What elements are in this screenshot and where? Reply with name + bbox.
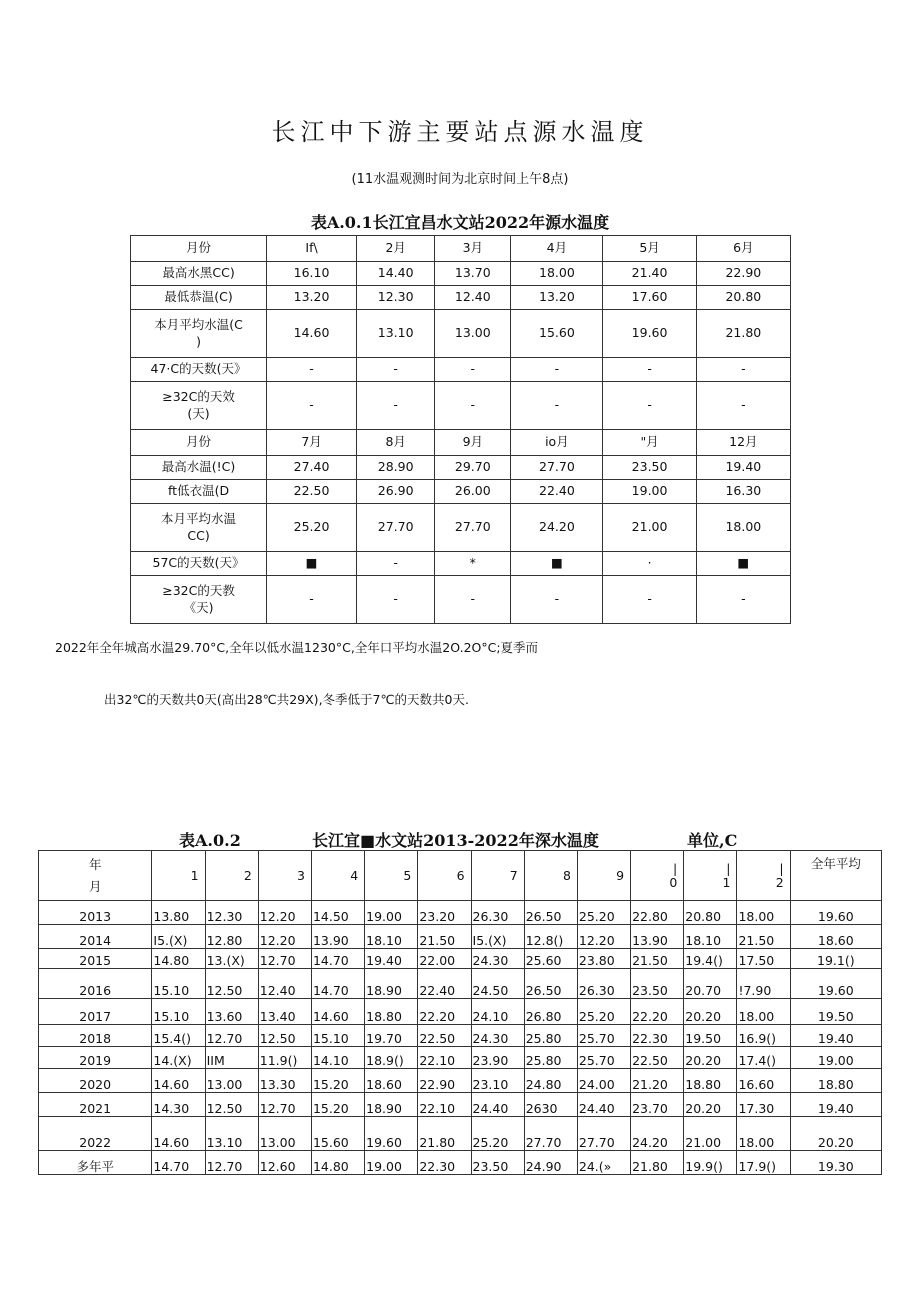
table2-cell: IIM [205,1047,258,1069]
table1-cell: 21.40 [603,262,696,286]
table2-cell: 13.90 [311,925,364,949]
table2-cell: 20.70 [684,969,737,999]
table1-cell: 19.60 [603,310,696,358]
document-title: 长江中下游主要站点源水温度 [271,118,649,146]
table2-cell: 21.50 [737,925,790,949]
table2-cell: 25.80 [524,1047,577,1069]
table1-month-header: If\ [267,236,357,262]
table2-avg-cell: 18.80 [790,1069,881,1093]
table2-cell: 12.50 [205,969,258,999]
table1-cell: 16.30 [696,480,790,504]
table2-cell: 14.80 [152,949,205,969]
table2-cell: 24.80 [524,1069,577,1093]
table2-cell: 27.70 [524,1117,577,1151]
table1-row [131,552,791,576]
table1-row [131,456,791,480]
table2-cell: 13.90 [631,925,684,949]
table2-row [39,1047,882,1069]
table1-cell: ■ [696,552,790,576]
table2-cell: 17.9() [737,1151,790,1175]
table1-cell: 13.20 [267,286,357,310]
table2-month-header: | 0 [631,851,684,901]
table2-cell: 12.70 [258,949,311,969]
table2-cell: 25.20 [471,1117,524,1151]
table2-cell: I5.(X) [471,925,524,949]
table2-cell: 23.10 [471,1069,524,1093]
table2-cell: 25.70 [577,1047,630,1069]
table2-cell: 12.50 [258,1025,311,1047]
table1-cell: - [696,382,790,430]
table2-cell: 13.00 [258,1117,311,1151]
table1-month-header: 4月 [511,236,603,262]
table2-avg-cell: 18.60 [790,925,881,949]
table1-cell: 12.30 [357,286,435,310]
table1-cell: 27.70 [511,456,603,480]
table2-cell: 14.60 [311,999,364,1025]
table2-cell: 17.30 [737,1093,790,1117]
table2-cell: 22.30 [418,1151,471,1175]
table2-row [39,1117,882,1151]
table2-cell: 14.(X) [152,1047,205,1069]
table1-month-header: 5月 [603,236,696,262]
table1-cell: ■ [511,552,603,576]
table2-cell: 27.70 [577,1117,630,1151]
table1-cell: 15.60 [511,310,603,358]
table1-cell: 19.00 [603,480,696,504]
table1-cell: 24.20 [511,504,603,552]
table1-cell: 12.40 [435,286,511,310]
summary-line-1: 2022年全年城高水温29.70°C,全年以低水温1230°C,全年口平均水温2O.2O°C;夏季而 [55,640,539,655]
table2-cell: 14.60 [152,1117,205,1151]
summary-line-2: 出32℃的天数共0天(高出28℃共29X),冬季低于7℃的天数共0天. [104,692,469,707]
table2-cell: 18.00 [737,1117,790,1151]
table1-cell: 23.50 [603,456,696,480]
table2-cell: 15.4() [152,1025,205,1047]
table2-caption-unit: 单位,C [687,831,738,850]
table2-row [39,1093,882,1117]
table2-cell: 24.40 [471,1093,524,1117]
table2-month-header: 7 [471,851,524,901]
table2-cell: 26.50 [524,901,577,925]
table1-cell: - [603,358,696,382]
table1-cell: - [267,382,357,430]
table1-row [131,430,791,456]
table2-cell: 13.40 [258,999,311,1025]
table1-row-label: 最低恭温(C) [131,286,267,310]
table1-cell: - [267,358,357,382]
table2-avg-cell: 19.60 [790,969,881,999]
table2-cell: 22.40 [418,969,471,999]
table2-caption-label: 表A.0.2 [179,831,241,850]
table2-year-cell: 2022 [39,1117,152,1151]
table1-cell: 13.70 [435,262,511,286]
table1-cell: - [511,358,603,382]
table2-cell: 21.00 [684,1117,737,1151]
table2-cell: 12.40 [258,969,311,999]
table2-cell: 15.10 [152,969,205,999]
table1-month-header: 12月 [696,430,790,456]
table2-cell: 12.8() [524,925,577,949]
table1-cell: 17.60 [603,286,696,310]
table1-row-label: 最高水温(!C) [131,456,267,480]
table1-cell: - [435,358,511,382]
table1-cell: 27.70 [357,504,435,552]
table2-cell: 23.20 [418,901,471,925]
table1-cell: - [357,552,435,576]
table2-month-header: 4 [311,851,364,901]
table1-row-label: ≥32C的天教 《天) [131,576,267,624]
table2-cell: 14.70 [152,1151,205,1175]
table2-cell: 19.60 [365,1117,418,1151]
table2-cell: 24.10 [471,999,524,1025]
table2-cell: 25.80 [524,1025,577,1047]
table2-cell: 14.80 [311,1151,364,1175]
table2-cell: 22.00 [418,949,471,969]
table1-row [131,576,791,624]
table2-cell: 2630 [524,1093,577,1117]
table2-month-header: 2 [205,851,258,901]
table2-cell: 20.20 [684,999,737,1025]
table2-cell: 19.40 [365,949,418,969]
table2-cell: 18.00 [737,901,790,925]
table2-cell: 25.60 [524,949,577,969]
table2-cell: 13.00 [205,1069,258,1093]
table2-cell: 13.80 [152,901,205,925]
table2-cell: 15.10 [311,1025,364,1047]
document-subtitle: (11水温观测时间为北京时间上午8点) [351,172,569,187]
table1-row-label: 47·C的天数(天》 [131,358,267,382]
table2-month-header: 3 [258,851,311,901]
table2-cell: 24.20 [631,1117,684,1151]
table1-row [131,504,791,552]
table2-year-cell: 2016 [39,969,152,999]
table2-cell: 21.80 [631,1151,684,1175]
table2-month-header: | 2 [737,851,790,901]
table2-year-cell: 2015 [39,949,152,969]
table2-cell: 22.50 [631,1047,684,1069]
table1-cell: 18.00 [696,504,790,552]
table1-cell: ■ [267,552,357,576]
table1-cell: 27.40 [267,456,357,480]
table2-cell: 26.50 [524,969,577,999]
table2-cell: 19.00 [365,1151,418,1175]
table1-row [131,236,791,262]
table2-cell: 24.30 [471,949,524,969]
table2-cell: 20.20 [684,1093,737,1117]
table2-year-cell: 2014 [39,925,152,949]
table2-avg-cell: 19.30 [790,1151,881,1175]
table1-cell: 13.20 [511,286,603,310]
table2-cell: 12.70 [205,1151,258,1175]
table2-cell: 21.50 [418,925,471,949]
table1-cell: 16.10 [267,262,357,286]
table2-cell: 22.10 [418,1047,471,1069]
table2-cell: 14.30 [152,1093,205,1117]
table2-cell: 12.20 [258,901,311,925]
table2-year-cell: 2020 [39,1069,152,1093]
table1-row [131,358,791,382]
table2-cell: 20.80 [684,901,737,925]
table1-cell: 21.00 [603,504,696,552]
table2-cell: 12.60 [258,1151,311,1175]
table2-header-row [39,851,882,901]
table2-cell: 22.30 [631,1025,684,1047]
table2-year-cell: 2013 [39,901,152,925]
table2-month-header: 9 [577,851,630,901]
table1-cell: 19.40 [696,456,790,480]
table1-row-label: ≥32C的天效 (天) [131,382,267,430]
table2-cell: 15.20 [311,1093,364,1117]
table2-cell: 24.90 [524,1151,577,1175]
table1-cell: - [435,382,511,430]
table1-cell: · [603,552,696,576]
table2-cell: 12.20 [577,925,630,949]
table1-cell: 27.70 [435,504,511,552]
table1-cell: - [696,358,790,382]
table2-cell: 15.20 [311,1069,364,1093]
table2-avg-cell: 19.40 [790,1025,881,1047]
table2-cell: 23.50 [631,969,684,999]
table2-cell: 18.80 [365,999,418,1025]
table2-caption-title: 长江宜■水文站2013-2022年深水温度 [312,831,599,850]
table2-cell: 24.00 [577,1069,630,1093]
table2-cell: 14.70 [311,969,364,999]
table2-cell: 14.10 [311,1047,364,1069]
table1-cell: - [357,358,435,382]
table1-row [131,262,791,286]
table2-cell: 19.4() [684,949,737,969]
table2-cell: 22.10 [418,1093,471,1117]
table2-cell: 15.60 [311,1117,364,1151]
table2-year-cell: 2018 [39,1025,152,1047]
table1-cell: 26.90 [357,480,435,504]
table1-row [131,480,791,504]
table2-cell: 13.10 [205,1117,258,1151]
table1-row-label: 月份 [131,236,267,262]
table1-month-header: 3月 [435,236,511,262]
table2-cell: 20.20 [684,1047,737,1069]
table2-year-cell: 2021 [39,1093,152,1117]
table2-avg-cell: 19.60 [790,901,881,925]
table2-cell: 24.(» [577,1151,630,1175]
table1-month-header: 7月 [267,430,357,456]
table2-avg-cell: 20.20 [790,1117,881,1151]
table2-cell: 15.10 [152,999,205,1025]
table1-cell: - [696,576,790,624]
table2-cell: 26.80 [524,999,577,1025]
table1-cell: 22.40 [511,480,603,504]
table1-row [131,310,791,358]
table2-cell: 19.00 [365,901,418,925]
table2-cell: 18.10 [365,925,418,949]
table2-year-cell: 2019 [39,1047,152,1069]
table2-cell: 12.20 [258,925,311,949]
table2-cell: 16.60 [737,1069,790,1093]
table1-cell: 29.70 [435,456,511,480]
table1-month-header: 8月 [357,430,435,456]
table2-cell: 12.70 [258,1093,311,1117]
table2-cell: 25.70 [577,1025,630,1047]
table2-cell: 13.(X) [205,949,258,969]
table2-row [39,925,882,949]
table2-year-header [39,851,152,901]
table2-cell: 14.60 [152,1069,205,1093]
table2-cell: 18.80 [684,1069,737,1093]
table1-cell: 20.80 [696,286,790,310]
table1-month-header: "月 [603,430,696,456]
table2-cell: 22.20 [631,999,684,1025]
table1-cell: - [511,576,603,624]
table2-cell: 25.20 [577,999,630,1025]
table1-caption: 表A.0.1长江宜昌水文站2022年源水温度 [310,213,610,232]
table2-cell: 26.30 [577,969,630,999]
table2-cell: 25.20 [577,901,630,925]
table1-row-label: 最高水黑CC) [131,262,267,286]
table2-cell: 22.20 [418,999,471,1025]
table1-cell: 28.90 [357,456,435,480]
table2-cell: 22.90 [418,1069,471,1093]
table1 [130,235,791,624]
table2-cell: 13.60 [205,999,258,1025]
table1-cell: 25.20 [267,504,357,552]
table1-cell: 22.90 [696,262,790,286]
table1-cell: 13.10 [357,310,435,358]
table2-row [39,1069,882,1093]
table2-cell: 23.70 [631,1093,684,1117]
table1-month-header: 9月 [435,430,511,456]
table1-row [131,382,791,430]
table1-row-label: ft低衣温(D [131,480,267,504]
table2-cell: 12.30 [205,901,258,925]
table1-month-header: 6月 [696,236,790,262]
table2-year-header-top: 年 [88,856,102,872]
table2-cell: 18.00 [737,999,790,1025]
table1-cell: - [435,576,511,624]
table1-cell: 26.00 [435,480,511,504]
table2-cell: 14.70 [311,949,364,969]
table2-cell: 19.9() [684,1151,737,1175]
table1-month-header: 2月 [357,236,435,262]
table2-cell: 12.50 [205,1093,258,1117]
table2-cell: 26.30 [471,901,524,925]
table1-row-label: 本月平均水温 CC) [131,504,267,552]
table2-cell: 24.50 [471,969,524,999]
table1-cell: - [603,382,696,430]
table2-cell: 22.50 [418,1025,471,1047]
table2-year-cell: 2017 [39,999,152,1025]
table2-cell: 21.80 [418,1117,471,1151]
table2-row [39,1025,882,1047]
table2-cell: 18.9() [365,1047,418,1069]
table2-month-header: 6 [418,851,471,901]
table2-cell: 24.30 [471,1025,524,1047]
table2-cell: 14.50 [311,901,364,925]
table1-row-label: 月份 [131,430,267,456]
table2-avg-header: 全年平均 [790,851,881,901]
table2-cell: 18.90 [365,1093,418,1117]
table1-month-header: io月 [511,430,603,456]
table1-cell: - [603,576,696,624]
table2-month-header: 8 [524,851,577,901]
table2-row [39,949,882,969]
table2-avg-cell: 19.00 [790,1047,881,1069]
table1-cell: - [357,576,435,624]
table2-cell: 16.9() [737,1025,790,1047]
table2-cell: 19.50 [684,1025,737,1047]
table2-cell: 17.50 [737,949,790,969]
table2-cell: 17.4() [737,1047,790,1069]
table1-cell: - [357,382,435,430]
table1-cell: - [267,576,357,624]
table1-cell: 14.60 [267,310,357,358]
table1-cell: 14.40 [357,262,435,286]
table2-avg-cell: 19.1() [790,949,881,969]
table2 [38,850,882,1175]
table2-row [39,969,882,999]
table2-month-header: | 1 [684,851,737,901]
table2-cell: 18.10 [684,925,737,949]
table2-cell: 21.50 [631,949,684,969]
table2-cell: 11.9() [258,1047,311,1069]
table1-cell: 21.80 [696,310,790,358]
table1-cell: 13.00 [435,310,511,358]
table2-cell: 12.80 [205,925,258,949]
table1-row [131,286,791,310]
table2-row [39,999,882,1025]
table2-cell: 24.40 [577,1093,630,1117]
table1-row-label: 57C的天数(天》 [131,552,267,576]
table2-cell: 12.70 [205,1025,258,1047]
table2-cell: 23.80 [577,949,630,969]
table2-cell: 19.70 [365,1025,418,1047]
table2-cell: I5.(X) [152,925,205,949]
table2-avg-cell: 19.40 [790,1093,881,1117]
table2-year-cell: 多年平 [39,1151,152,1175]
table1-cell: * [435,552,511,576]
table2-month-header: 1 [152,851,205,901]
table2-month-header: 5 [365,851,418,901]
table2-cell: 23.50 [471,1151,524,1175]
table2-avg-cell: 19.50 [790,999,881,1025]
table2-cell: 18.60 [365,1069,418,1093]
table2-cell: 18.90 [365,969,418,999]
table2-cell: !7.90 [737,969,790,999]
table2-year-header-bottom: 月 [88,878,102,894]
table2-row [39,901,882,925]
table2-cell: 22.80 [631,901,684,925]
table1-cell: 22.50 [267,480,357,504]
table2-cell: 23.90 [471,1047,524,1069]
table2-row [39,1151,882,1175]
table1-cell: - [511,382,603,430]
table2-cell: 13.30 [258,1069,311,1093]
table1-cell: 18.00 [511,262,603,286]
table1-row-label: 本月平均水温(C ) [131,310,267,358]
table2-cell: 21.20 [631,1069,684,1093]
